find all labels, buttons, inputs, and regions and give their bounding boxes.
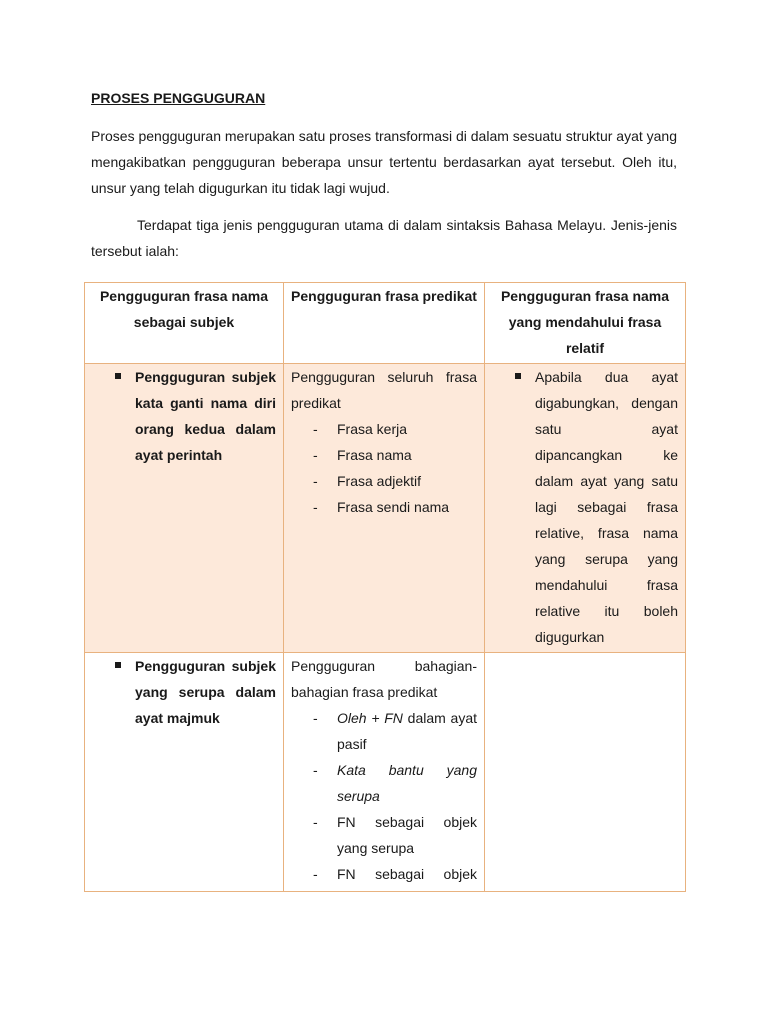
square-bullet-icon	[115, 373, 121, 379]
list-item	[311, 416, 477, 442]
dash-mark: -	[313, 762, 318, 778]
header-frasa-nama-subjek: Pengguguran frasa nama sebagai subjek	[85, 283, 284, 364]
table-row	[85, 364, 686, 653]
list-item-text: Frasa adjektif	[337, 473, 422, 489]
list-item	[311, 809, 477, 861]
list-item-text: FN sebagai objek	[337, 866, 477, 882]
row2-col1-cell	[85, 653, 284, 892]
list-item	[311, 757, 477, 809]
pengguguran-table	[84, 282, 686, 892]
types-paragraph: Terdapat tiga jenis pengguguran utama di dalam sintaksis Bahasa Melayu. Jenis-jenis tersebut ialah:	[91, 217, 677, 259]
row1-col2-intro: Pengguguran seluruh frasa predikat	[291, 369, 477, 411]
row1-col3-cell	[485, 364, 686, 653]
list-item	[311, 442, 477, 468]
row1-col2-cell	[284, 364, 485, 653]
row2-col2-intro: Pengguguran bahagian-bahagian frasa predikat	[291, 658, 477, 700]
square-bullet-icon	[515, 373, 521, 379]
row2-col2-list	[291, 705, 477, 887]
list-item-text: FN sebagai objek yang serupa	[337, 814, 477, 856]
list-item-italic: Kata bantu yang serupa	[337, 762, 477, 804]
list-item	[311, 705, 477, 757]
header-frasa-predikat: Pengguguran frasa predikat	[284, 283, 485, 364]
row1-col3-text: Apabila dua ayat digabungkan, dengan satu ayat dipancangkan ke dalam ayat yang satu lagi sebagai frasa relative, frasa nama yang serupa yang mendahului frasa relative itu boleh digugurkan	[535, 369, 678, 645]
list-item-text: Frasa nama	[337, 447, 412, 463]
list-item-text: Frasa sendi nama	[337, 499, 450, 515]
document-body	[91, 88, 677, 264]
table-row	[85, 653, 686, 892]
row1-col1-text: Pengguguran subjek kata ganti nama diri orang kedua dalam ayat perintah	[135, 369, 276, 463]
table-header-row	[85, 283, 686, 364]
list-item-text: dalam ayat pasif	[337, 710, 477, 752]
dash-mark: -	[313, 447, 318, 463]
row2-col2-cell	[284, 653, 485, 892]
row2-col1-text: Pengguguran subjek yang serupa dalam ayat majmuk	[135, 658, 276, 726]
list-item	[311, 468, 477, 494]
row1-col2-list	[291, 416, 477, 520]
header-frasa-nama-relatif: Pengguguran frasa nama yang mendahului frasa relatif	[485, 283, 686, 364]
square-bullet-icon	[115, 662, 121, 668]
list-item	[311, 494, 477, 520]
dash-mark: -	[313, 814, 318, 830]
page-title: PROSES PENGGUGURAN	[91, 90, 266, 106]
dash-mark: -	[313, 866, 318, 882]
dash-mark: -	[313, 499, 318, 515]
dash-mark: -	[313, 473, 318, 489]
dash-mark: -	[313, 710, 318, 726]
intro-paragraph: Proses pengguguran merupakan satu proses transformasi di dalam sesuatu struktur ayat yang mengakibatkan pengguguran beberapa unsur tertentu berdasarkan ayat tersebut. Oleh itu, unsur yang telah digugurkan itu tidak lagi wujud.	[91, 128, 677, 196]
list-item	[311, 861, 477, 887]
row1-col1-cell	[85, 364, 284, 653]
row2-col3-cell	[485, 653, 686, 892]
list-item-text: Frasa kerja	[337, 421, 408, 437]
list-item-italic: Oleh + FN	[337, 710, 403, 726]
dash-mark: -	[313, 421, 318, 437]
